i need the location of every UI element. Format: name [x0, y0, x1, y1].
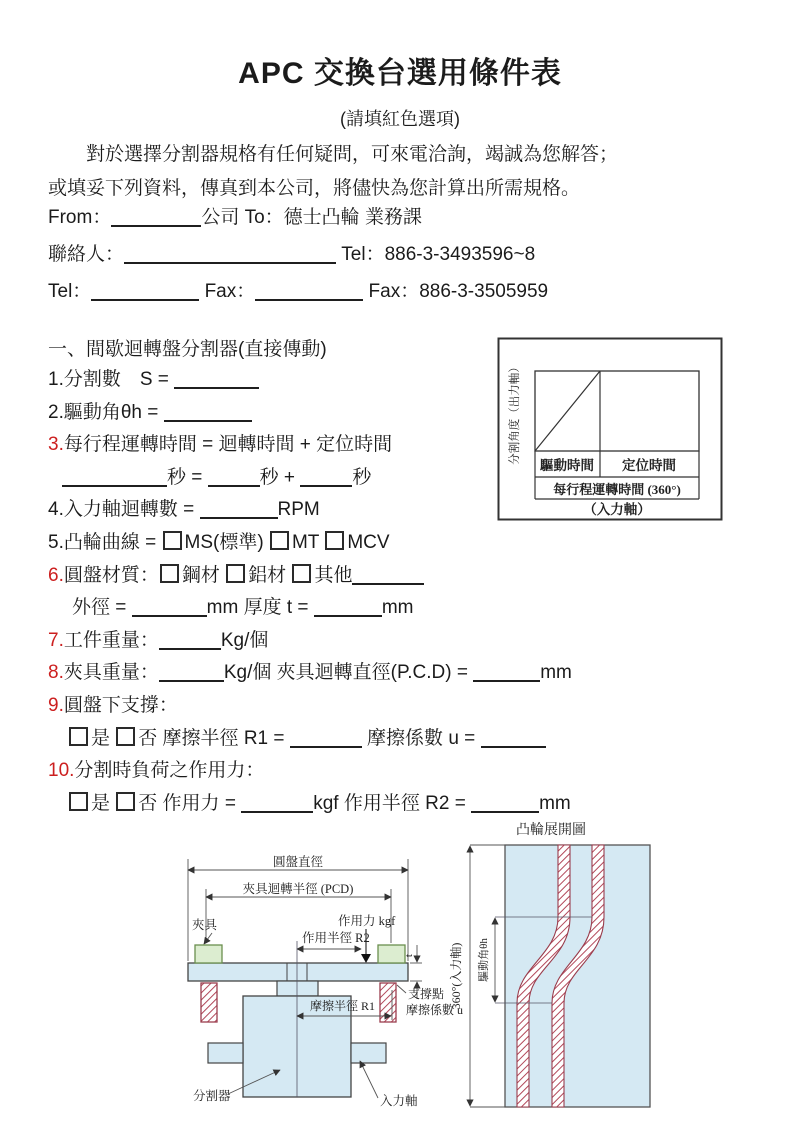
disc-diameter-label: 圓盤直徑 [272, 855, 324, 869]
line-text: mm [540, 662, 572, 684]
blank-field[interactable] [159, 660, 224, 682]
form-line [48, 657, 572, 690]
line-text: 5.凸輪曲線 = [48, 531, 162, 553]
line-text: 圓盤材質： [63, 564, 159, 586]
line-text: 鋁材 [248, 564, 292, 586]
line-text: 聯絡人： [48, 244, 125, 265]
checkbox[interactable] [116, 727, 135, 746]
line-text: MCV [347, 531, 390, 553]
input-shaft-right [351, 1043, 386, 1063]
form-line [48, 494, 572, 527]
support-block-left [201, 983, 217, 1022]
checkbox[interactable] [69, 792, 88, 811]
line-text: mm 厚度 t = [206, 597, 314, 619]
section-heading: 一、間歇迴轉盤分割器(直接傳動) [48, 339, 327, 360]
checkbox[interactable] [160, 564, 179, 583]
checkbox[interactable] [116, 792, 135, 811]
blank-field[interactable] [174, 367, 259, 389]
hub-neck [277, 981, 318, 996]
timing-chart-y-label: 分割角度（出力軸） [509, 361, 521, 465]
line-text: 否 作用力 = [138, 792, 242, 814]
item-number-red: 3. [48, 434, 64, 456]
fixture-block-right [378, 945, 405, 963]
indexer-label: 分割器 [193, 1089, 231, 1103]
item-number-red: 9. [48, 694, 64, 716]
disc-plate [188, 963, 408, 981]
cam-development-diagram [445, 815, 663, 1115]
blank-field[interactable] [300, 465, 352, 487]
support-leader-line [397, 985, 406, 993]
line-text: MT [291, 531, 325, 553]
checkbox[interactable] [226, 564, 245, 583]
line-text: mm [381, 597, 414, 619]
form-line [48, 690, 572, 723]
blank-field[interactable] [352, 563, 424, 585]
cam-diagram-title: 凸輪展開圖 [516, 823, 586, 838]
blank-field[interactable] [471, 791, 539, 813]
checkbox[interactable] [292, 564, 311, 583]
input-shaft-leader-line [360, 1061, 378, 1098]
form-line [48, 364, 572, 397]
line-text: 否 摩擦半徑 R1 = [138, 727, 290, 749]
item-number-red: 7. [48, 629, 64, 651]
line-text: From： [48, 207, 112, 228]
total-time-row: 每行程運轉時間 (360°) [553, 482, 681, 497]
page-subtitle: (請填紅色選項) [340, 109, 460, 129]
form-line [48, 199, 548, 236]
line-text: 秒 [352, 466, 372, 488]
blank-field[interactable] [164, 400, 252, 422]
line-text: MS(標準) [184, 531, 269, 553]
line-text: Tel： [48, 281, 92, 302]
blank-field[interactable] [159, 628, 221, 650]
line-text: 是 [91, 727, 116, 749]
form-line [48, 755, 572, 788]
line-text: Kg/個 夾具迴轉直徑(P.C.D) = [223, 662, 474, 684]
blank-field[interactable] [200, 497, 278, 519]
line-text: RPM [277, 499, 320, 521]
blank-field[interactable] [241, 791, 313, 813]
contact-block [48, 199, 548, 310]
line-text: kgf 作用半徑 R2 = [313, 792, 472, 814]
thickness-label: t [403, 954, 415, 958]
checkbox[interactable] [325, 531, 344, 550]
drive-angle-label: 驅動角θh [478, 938, 490, 982]
line-text: 是 [91, 792, 116, 814]
form-line [48, 397, 572, 430]
form-line [48, 592, 572, 625]
blank-field[interactable] [290, 726, 362, 748]
item-number-red: 10. [48, 760, 75, 782]
timing-chart-diagram [497, 337, 723, 521]
fixture-block-left [195, 945, 222, 963]
item-number-red: 6. [48, 564, 64, 586]
blank-field[interactable] [124, 242, 336, 264]
input-shaft-label: 入力軸 [380, 1094, 418, 1108]
form-line [48, 236, 548, 273]
blank-field[interactable] [481, 726, 546, 748]
line-text: 圓盤下支撐： [63, 694, 178, 716]
blank-field[interactable] [62, 465, 167, 487]
friction-coef-label: 摩擦係數 u [406, 1003, 464, 1017]
form-line [48, 560, 572, 593]
form-line [48, 462, 572, 495]
pcd-label: 夾具迴轉半徑 (PCD) [242, 882, 354, 896]
line-text: 秒 = [167, 466, 208, 488]
line-text: 2.驅動角θh = [48, 401, 164, 423]
form-line [48, 723, 572, 756]
blank-field[interactable] [473, 660, 540, 682]
form-items [48, 364, 572, 820]
indexer-section-diagram [108, 845, 480, 1117]
blank-field[interactable] [111, 205, 201, 227]
blank-field[interactable] [132, 595, 207, 617]
line-text: Tel：886-3-3493596~8 [336, 244, 536, 265]
fixture-leader-line [204, 933, 212, 944]
line-text: 工件重量： [63, 629, 159, 651]
form-line [48, 273, 548, 310]
blank-field[interactable] [314, 595, 382, 617]
checkbox[interactable] [69, 727, 88, 746]
line-text: mm [539, 792, 571, 814]
output-shaft-left [208, 1043, 243, 1063]
drive-time-cell: 驅動時間 [540, 458, 594, 473]
timing-chart-x-label: （入力軸） [583, 502, 651, 517]
line-text: 摩擦係數 u = [361, 727, 481, 749]
blank-field[interactable] [255, 279, 363, 301]
blank-field[interactable] [208, 465, 260, 487]
checkbox[interactable] [163, 531, 182, 550]
line-text: 公司 To：德士凸輪 業務課 [201, 207, 422, 228]
line-text: 秒 + [259, 466, 301, 488]
page-title: APC 交換台選用條件表 [238, 57, 562, 90]
intro-line-2: 或填妥下列資料，傳真到本公司，將儘快為您計算出所需規格。 [48, 178, 581, 199]
support-point-label: 支撐點 [408, 987, 445, 1001]
force-radius-label: 作用半徑 R2 [302, 931, 370, 945]
line-text: 外徑 = [72, 597, 132, 619]
friction-radius-label: 摩擦半徑 R1 [310, 999, 376, 1013]
force-arrow-head [361, 954, 371, 963]
acting-force-label: 作用力 kgf [338, 914, 396, 928]
line-text: 每行程運轉時間 = 迴轉時間 + 定位時間 [63, 434, 393, 456]
form-line [48, 625, 572, 658]
fixture-label: 夾具 [192, 918, 218, 932]
line-text: 夾具重量： [63, 662, 159, 684]
checkbox[interactable] [270, 531, 289, 550]
blank-field[interactable] [91, 279, 199, 301]
line-text: 鋼材 [181, 564, 226, 586]
line-text: 1.分割數 S = [48, 369, 175, 390]
dwell-time-cell: 定位時間 [622, 458, 676, 473]
form-line [48, 527, 572, 560]
line-text: 分割時負荷之作用力： [74, 760, 265, 782]
line-text: Fax： [199, 281, 256, 302]
form-line [48, 429, 572, 462]
line-text: Fax：886-3-3505959 [363, 281, 549, 302]
line-text: 4.入力軸迴轉數 = [48, 499, 200, 521]
line-text: 其他 [314, 564, 353, 586]
intro-line-1: 對於選擇分割器規格有任何疑問，可來電洽詢，竭誠為您解答； [86, 144, 619, 165]
full-turn-label: 360°(入力軸) [449, 942, 463, 1010]
line-text: Kg/個 [220, 629, 269, 651]
item-number-red: 8. [48, 662, 64, 684]
